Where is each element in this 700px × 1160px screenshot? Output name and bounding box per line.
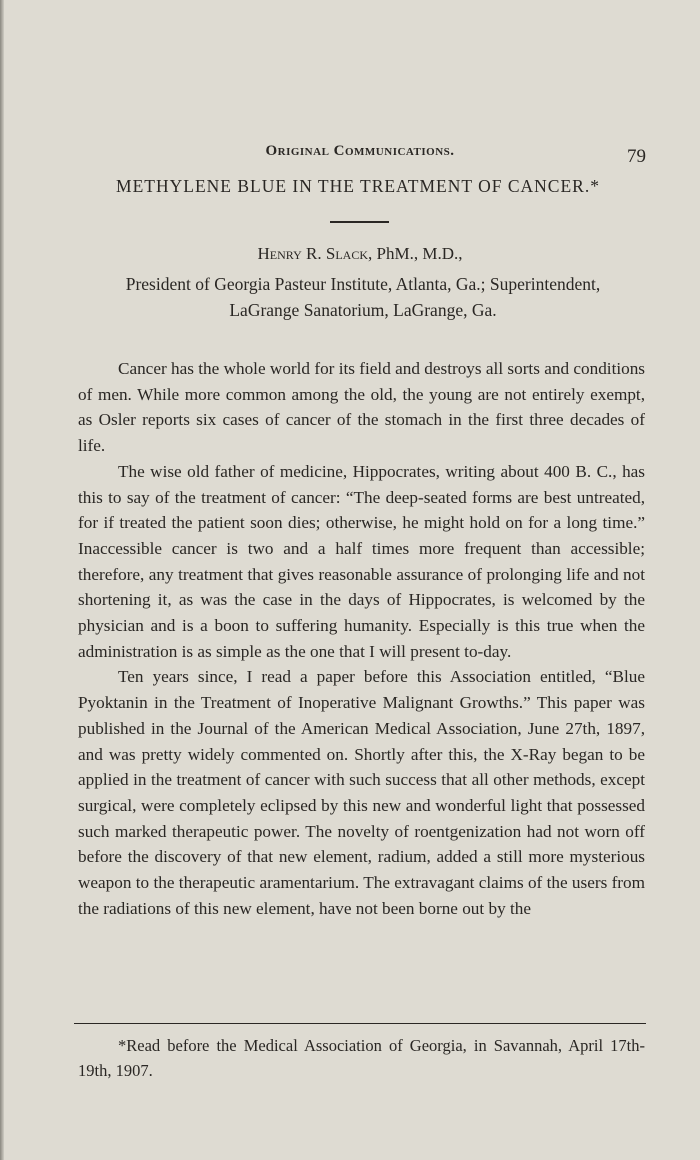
author-name: Henry R. Slack <box>257 244 369 263</box>
article-body <box>78 356 645 921</box>
affiliation-line-1: President of Georgia Pasteur Institute, Atlanta, Ga.; Superintendent, <box>125 274 601 294</box>
footnote-rule <box>74 1023 646 1024</box>
paragraph-1: Cancer has the whole world for its field and destroys all sorts and conditions of men. While more common among the old, the young are not entirely exempt, as Osler reports six cases of cancer of the stomach in the first three decades of life. <box>78 359 645 456</box>
affiliation <box>78 271 648 323</box>
article-title: METHYLENE BLUE IN THE TREATMENT OF CANCER.* <box>116 176 600 196</box>
page-edge <box>0 0 4 1160</box>
footnote: *Read before the Medical Association of Georgia, in Savannah, April 17th-19th, 1907. <box>78 1036 645 1080</box>
running-head: Original Communications. <box>265 143 455 159</box>
page-number: 79 <box>627 146 646 167</box>
author-line <box>0 244 700 264</box>
paragraph-3: Ten years since, I read a paper before this Association entitled, “Blue Pyoktanin in the Treatment of Inoperative Malignant Growths.” This paper was published in the Journal of the American Medical Association, June 27th, 1897, and was pretty widely commented on. Shortly after this, the X-Ray began to be applied in the treatment of cancer with such success that all other methods, except surgical, were completely eclipsed by this new and wonderful light that possessed such marked therapeutic power. The novelty of roentgenization had not worn off before the discovery of that new element, radium, added a still more mysterious weapon to the therapeutic aramentarium. The extravagant claims of the users from the radiations of this new element, have not been borne out by the <box>78 667 645 918</box>
paragraph-2: The wise old father of medicine, Hippocrates, writing about 400 B. C., has this to say of the treatment of cancer: “The deep-seated forms are best untreated, for if treated the patient soon dies; otherwise, he might hold on for a long time.” Inaccessible cancer is two and a half times more frequent than accessible; therefore, any treatment that gives reasonable assurance of prolonging life and not shortening it, as was the case in the days of Hippocrates, is welcomed by the physician and is a boon to suffering humanity. Especially is this true when the administration is as simple as the one that I will present to-day. <box>78 461 645 661</box>
author-degrees: , PhM., M.D., <box>368 244 463 263</box>
title-rule <box>330 221 389 223</box>
affiliation-line-2: LaGrange Sanatorium, LaGrange, Ga. <box>229 300 497 320</box>
